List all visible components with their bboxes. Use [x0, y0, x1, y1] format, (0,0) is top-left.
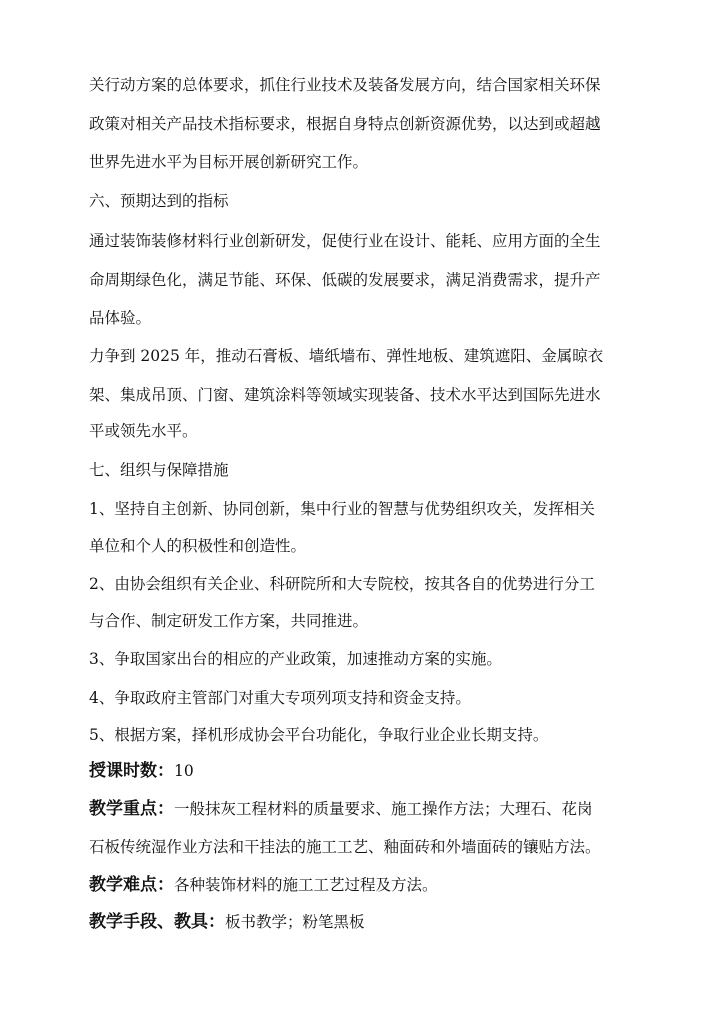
- teaching-hours-label: 授课时数：: [89, 761, 174, 781]
- teaching-hours: [89, 761, 659, 781]
- section-heading: 七、组织与保障措施: [89, 461, 229, 479]
- text-line: 4、争取政府主管部门对重大专项列项支持和资金支持。: [89, 689, 471, 707]
- teaching-difficulty: [89, 875, 659, 895]
- text-line: 3、争取国家出台的相应的产业政策，加速推动方案的实施。: [89, 650, 502, 668]
- teaching-tools: [89, 912, 659, 932]
- text-line: 与合作、制定研发工作方案，共同推进。: [89, 612, 369, 630]
- teaching-focus-text: 一般抹灰工程材料的质量要求、施工操作方法；大理石、花岗: [174, 800, 593, 818]
- teaching-difficulty-text: 各种装饰材料的施工工艺过程及方法。: [174, 876, 438, 894]
- text-line: 平或领先水平。: [89, 422, 198, 440]
- text-line: 政策对相关产品技术指标要求，根据自身特点创新资源优势，以达到或超越: [89, 115, 601, 133]
- text-line: 命周期绿色化，满足节能、环保、低碳的发展要求，满足消费需求，提升产: [89, 271, 601, 289]
- teaching-tools-label: 教学手段、教具：: [89, 912, 225, 932]
- text-line: 5、根据方案，择机形成协会平台功能化，争取行业企业长期支持。: [89, 726, 549, 744]
- teaching-focus: [89, 799, 659, 819]
- teaching-tools-text: 板书教学；粉笔黑板: [225, 913, 365, 931]
- text-line: 品体验。: [89, 309, 152, 327]
- text-line: 世界先进水平为目标开展创新研究工作。: [89, 153, 369, 171]
- text-line: 力争到 2025 年，推动石膏板、墙纸墙布、弹性地板、建筑遮阳、金属晾衣: [89, 347, 604, 365]
- teaching-hours-value: 10: [174, 762, 194, 780]
- teaching-focus-label: 教学重点：: [89, 799, 174, 819]
- teaching-focus-continued: 石板传统湿作业方法和干挂法的施工工艺、釉面砖和外墙面砖的镶贴方法。: [89, 838, 601, 856]
- text-line: 1、坚持自主创新、协同创新，集中行业的智慧与优势组织攻关，发挥相关: [89, 500, 595, 518]
- text-line: 通过装饰装修材料行业创新研发，促使行业在设计、能耗、应用方面的全生: [89, 232, 601, 250]
- teaching-difficulty-label: 教学难点：: [89, 875, 174, 895]
- text-line: 架、集成吊顶、门窗、建筑涂料等领域实现装备、技术水平达到国际先进水: [89, 386, 601, 404]
- text-line: 单位和个人的积极性和创造性。: [89, 537, 307, 555]
- section-heading: 六、预期达到的指标: [89, 192, 229, 210]
- text-line: 关行动方案的总体要求，抓住行业技术及装备发展方向，结合国家相关环保: [89, 76, 601, 94]
- text-line: 2、由协会组织有关企业、科研院所和大专院校，按其各自的优势进行分工: [89, 575, 595, 593]
